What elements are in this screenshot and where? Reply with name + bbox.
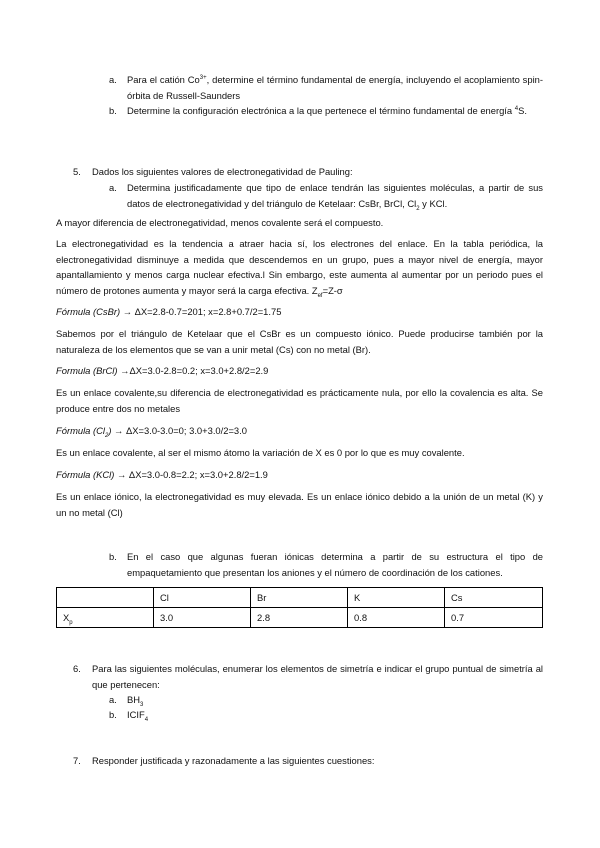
q6a-text: $BH_3$ [127,694,144,708]
table-cell: 0.7 [445,608,543,628]
answer-p4: Es un enlace covalente,su diferencia de electronegatividad es prácticamente nula, por ello la covalencia es alta. Se produce entre dos no metales [56,387,543,414]
q7-number: 7. [73,755,81,766]
table-header-row [57,588,543,608]
q6-text: Para las siguientes moléculas, enumerar los elementos de simetría e indicar el grupo puntual de simetría al que pertenecen: [92,663,543,690]
q5-text: Dados los siguientes valores de electronegatividad de Pauling: [92,166,353,177]
table-header-cell: Br [251,588,348,608]
formula-kcl: Fórmula (KCl) → ΔX=3.0-0.8=2.2; x=3.0+2.8/2=1.9 [56,469,268,480]
table-row-label: $X_p$ [57,608,154,628]
table-header-cell: K [348,588,445,608]
q7-text: Responder justificada y razonadamente a las siguientes cuestiones: [92,755,375,766]
q5-number: 5. [73,166,81,177]
item-a-label: a. [109,74,117,85]
answer-p5: Es un enlace covalente, al ser el mismo átomo la variación de X es 0 por lo que es muy covalente. [56,447,465,458]
table-cell: 0.8 [348,608,445,628]
table-header-cell [57,588,154,608]
formula-brcl: Formula (BrCl) →ΔX=3.0-2.8=0.2; x=3.0+2.8/2=2.9 [56,365,269,376]
q6b-text: $ICIF_4$ [127,709,149,723]
item-b-text: Determine la configuración electrónica a la que pertenece el término fundamental de energía $^4$S. [127,105,527,116]
electronegativity-table [56,587,543,628]
table-cell: 2.8 [251,608,348,628]
table-header-cell: Cl [154,588,251,608]
q6-number: 6. [73,663,81,674]
q6a-label: a. [109,694,117,705]
table-cell: 3.0 [154,608,251,628]
q5b-label: b. [109,551,117,562]
answer-p2: La electronegatividad es la tendencia a atraer hacia sí, los electrones del enlace. En la tabla periódica, la electronegatividad disminuye a medida que descendemos en un grupo, pues a mayor nivel de energía, mayor apantallamiento y menos carga nuclear efectiva.l Sin embargo, este aumenta al aumentar por un periodo pues el número de protones aumenta y mayor será la carga efectiva. $Z_{ef}=Z-\sigma$ [56,238,543,299]
item-a-text: Para el catión $Co^{3+}$, determine el término fundamental de energía, incluyendo el acoplamiento spin-órbita de Russell-Saunders [127,74,544,101]
item-b-label: b. [109,105,117,116]
formula-csbr: Fórmula (CsBr) → ΔX=2.8-0.7=201; x=2.8+0.7/2=1.75 [56,306,282,317]
formula-cl2: Fórmula $(Cl_2) \to \Delta X=3.0-3.0=0$; 3.0+3.0/2=3.0 [56,425,247,439]
q6b-label: b. [109,709,117,720]
q5b-text: En el caso que algunas fueran iónicas determina a partir de su estructura el tipo de empaquetamiento que presentan los aniones y el número de coordinación de los cationes. [127,551,543,578]
q5a-label: a. [109,182,117,193]
answer-p1: A mayor diferencia de electronegatividad, menos covalente será el compuesto. [56,217,384,228]
answer-p3: Sabemos por el triángulo de Ketelaar que el CsBr es un compuesto iónico. Puede producirse también por la naturaleza de los elementos que se van a unir metal (Cs) con no metal (Br). [56,328,543,355]
table-row [57,608,543,628]
q5a-text: Determina justificadamente que tipo de enlace tendrán las siguientes moléculas, a partir de sus datos de electronegatividad y del triángulo de Ketelaar: CsBr, BrCl, $Cl_2$ y KCl. [127,182,543,212]
table-header-cell: Cs [445,588,543,608]
answer-p6: Es un enlace iónico, la electronegatividad es muy elevada. Es un enlace iónico debido a la unión de un metal (K) y un no metal (Cl) [56,491,543,518]
